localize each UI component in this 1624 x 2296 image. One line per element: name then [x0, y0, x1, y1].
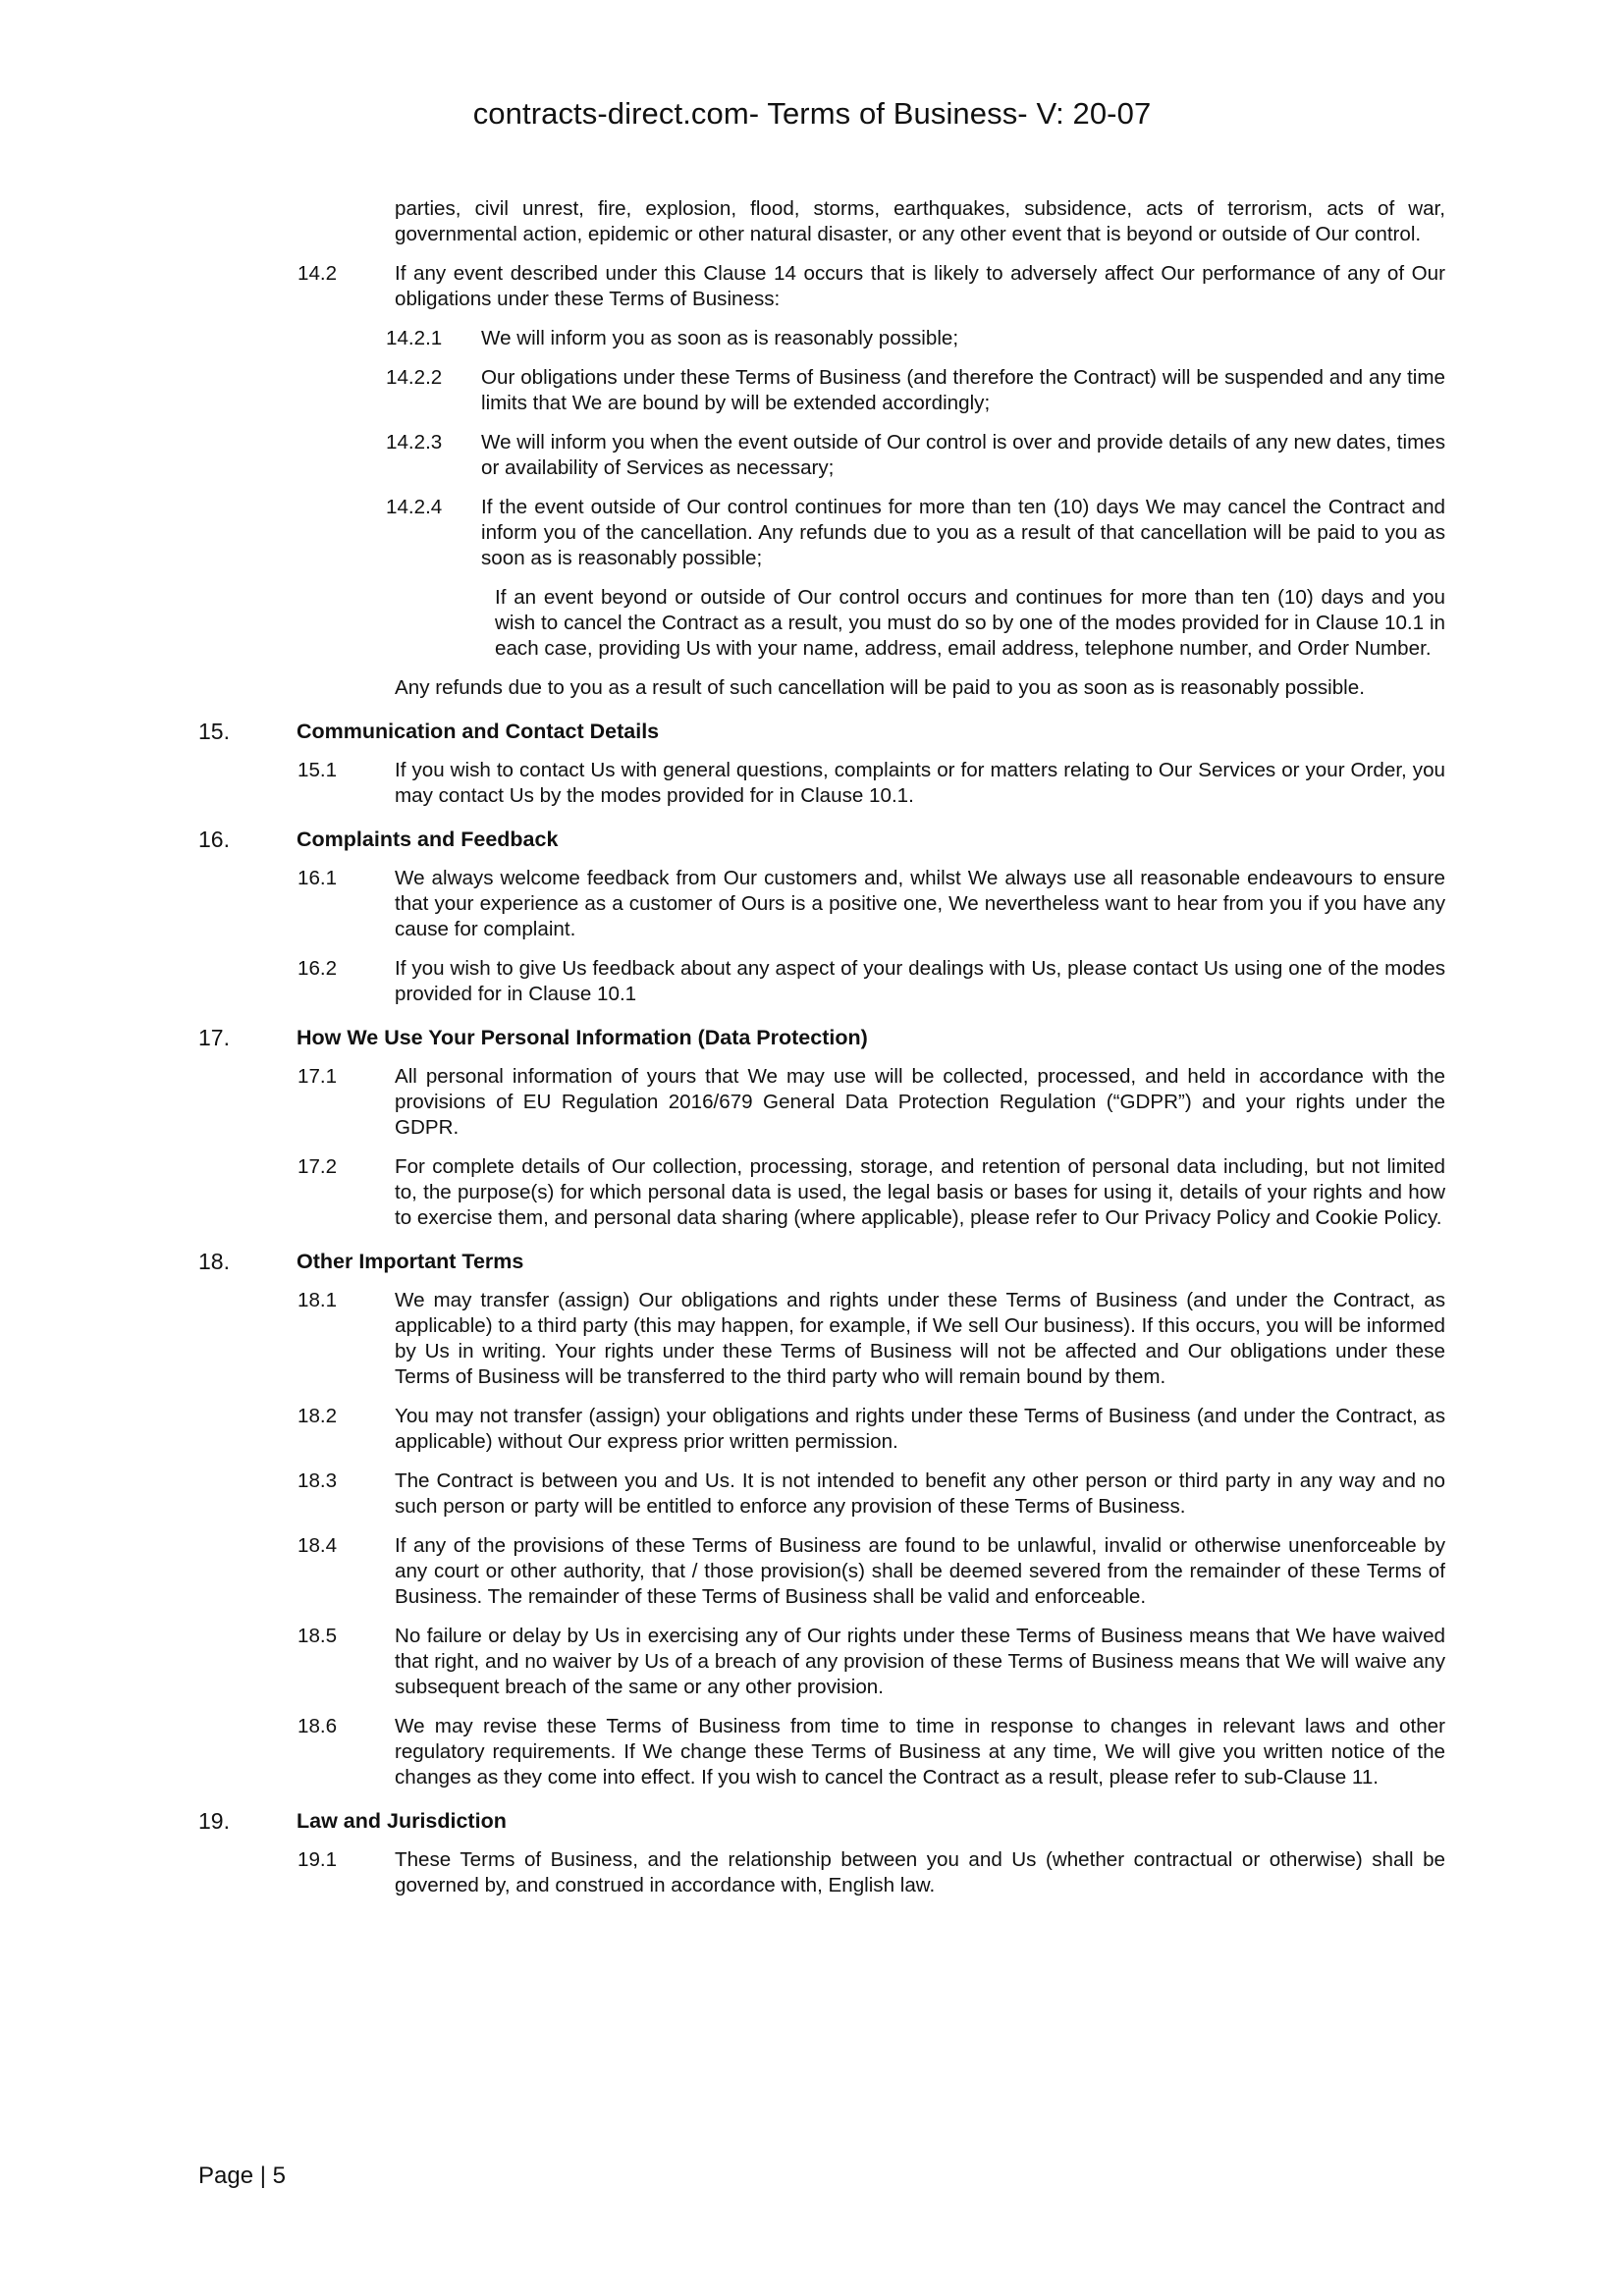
clause-text: The Contract is between you and Us. It is not intended to benefit any other person or third party in any way and no such person or party will be entitled to enforce any provision of these Terms of Business.	[395, 1469, 1445, 1518]
clause-number: 15.	[198, 719, 230, 744]
section-title: How We Use Your Personal Information (Data Protection)	[297, 1026, 868, 1049]
clause	[0, 1847, 1624, 1898]
clause-number: 18.	[198, 1249, 230, 1274]
clause	[0, 326, 1624, 351]
clause	[0, 495, 1624, 571]
clause	[0, 585, 1624, 662]
clause-number: 19.1	[298, 1848, 338, 1871]
clause-number: 17.2	[298, 1155, 338, 1178]
clause-text: If the event outside of Our control continues for more than ten (10) days We may cancel the Contract and inform you of the cancellation. Any refunds due to you as a result of that cancellation will be paid to you as soon as is reasonably possible;	[481, 496, 1445, 569]
clause-text: If any of the provisions of these Terms of Business are found to be unlawful, invalid or otherwise unenforceable by any court or other authority, that / those provision(s) shall be deemed severed from the remainder of these Terms of Business. The remainder of these Terms of Business shall be valid and enforceable.	[395, 1534, 1445, 1608]
section-title: Communication and Contact Details	[297, 720, 660, 743]
clause-text: If any event described under this Clause 14 occurs that is likely to adversely affect Our performance of any of Our obligations under these Terms of Business:	[395, 262, 1445, 310]
clause-text: We will inform you when the event outside of Our control is over and provide details of any new dates, times or availability of Services as necessary;	[481, 431, 1445, 479]
clause-number: 14.2.3	[386, 431, 443, 454]
clause-text: These Terms of Business, and the relationship between you and Us (whether contractual or otherwise) shall be governed by, and construed in accordance with, English law.	[395, 1848, 1445, 1896]
clause-number: 17.	[198, 1025, 230, 1050]
clause-text: We may transfer (assign) Our obligations and rights under these Terms of Business (and under the Contract, as applicable) to a third party (this may happen, for example, if We sell Our business). If this occurs, you will be informed by Us in writing. Your rights under these Terms of Business will not be affected and Our obligations under these Terms of Business will be transferred to the third party who will remain bound by them.	[395, 1289, 1445, 1388]
clause	[0, 365, 1624, 416]
clause	[0, 866, 1624, 942]
page-header: contracts-direct.com- Terms of Business- V: 20-07	[472, 96, 1152, 131]
clause	[0, 1064, 1624, 1141]
clause-number: 14.2	[298, 262, 338, 285]
clause-text: You may not transfer (assign) your obligations and rights under these Terms of Business (and under the Contract, as applicable) without Our express prior written permission.	[395, 1405, 1445, 1453]
clause-text: If an event beyond or outside of Our control occurs and continues for more than ten (10) days and you wish to cancel the Contract as a result, you must do so by one of the modes provided for in Clause 10.1 in each case, providing Us with your name, address, email address, telephone number, and Order Number.	[495, 586, 1445, 660]
section-title: Law and Jurisdiction	[297, 1809, 507, 1833]
section-heading	[0, 1249, 1624, 1274]
clause-number: 18.2	[298, 1405, 338, 1427]
clause	[0, 1624, 1624, 1700]
clause	[0, 956, 1624, 1007]
document-body	[0, 196, 1624, 1898]
clause-text: For complete details of Our collection, processing, storage, and retention of personal data including, but not limited to, the purpose(s) for which personal data is used, the legal basis or bases for using it, details of your rights and how to exercise them, and personal data sharing (where applicable), please refer to Our Privacy Policy and Cookie Policy.	[395, 1155, 1445, 1229]
clause	[0, 675, 1624, 701]
clause-text: If you wish to give Us feedback about any aspect of your dealings with Us, please contact Us using one of the modes provided for in Clause 10.1	[395, 957, 1445, 1005]
section-title: Complaints and Feedback	[297, 828, 559, 851]
clause-number: 17.1	[298, 1065, 338, 1088]
section-heading	[0, 1808, 1624, 1834]
clause	[0, 196, 1624, 247]
clause-number: 15.1	[298, 759, 338, 781]
clause-text: No failure or delay by Us in exercising any of Our rights under these Terms of Business means that We have waived that right, and no waiver by Us of a breach of any provision of these Terms of Business means that We will waive any subsequent breach of the same or any other provision.	[395, 1625, 1445, 1698]
clause-text: Our obligations under these Terms of Business (and therefore the Contract) will be suspended and any time limits that We are bound by will be extended accordingly;	[481, 366, 1445, 414]
page-number: Page | 5	[198, 2163, 286, 2189]
clause-number: 14.2.2	[386, 366, 443, 389]
section-heading	[0, 719, 1624, 744]
clause	[0, 758, 1624, 809]
clause-text: Any refunds due to you as a result of such cancellation will be paid to you as soon as is reasonably possible.	[395, 676, 1365, 699]
clause	[0, 1154, 1624, 1231]
clause-number: 18.3	[298, 1469, 338, 1492]
clause-text: parties, civil unrest, fire, explosion, flood, storms, earthquakes, subsidence, acts of terrorism, acts of war, governmental action, epidemic or other natural disaster, or any other event that is beyond or outside of Our control.	[395, 197, 1445, 245]
clause-number: 18.5	[298, 1625, 338, 1647]
clause-text: We always welcome feedback from Our customers and, whilst We always use all reasonable endeavours to ensure that your experience as a customer of Ours is a positive one, We nevertheless want to hear from you if you have any cause for complaint.	[395, 867, 1445, 940]
clause-number: 14.2.4	[386, 496, 443, 518]
clause-number: 16.2	[298, 957, 338, 980]
clause-text: If you wish to contact Us with general questions, complaints or for matters relating to Our Services or your Order, you may contact Us by the modes provided for in Clause 10.1.	[395, 759, 1445, 807]
clause-number: 18.6	[298, 1715, 338, 1737]
section-heading	[0, 827, 1624, 852]
clause-number: 16.1	[298, 867, 338, 889]
clause-number: 16.	[198, 827, 230, 852]
clause	[0, 1468, 1624, 1520]
clause	[0, 1404, 1624, 1455]
clause-number: 14.2.1	[386, 327, 443, 349]
clause	[0, 1714, 1624, 1790]
clause-text: We will inform you as soon as is reasonably possible;	[481, 327, 959, 349]
clause	[0, 1288, 1624, 1390]
clause-number: 18.1	[298, 1289, 338, 1311]
clause-text: All personal information of yours that We may use will be collected, processed, and held in accordance with the provisions of EU Regulation 2016/679 General Data Protection Regulation (“GDPR”) and your rights under the GDPR.	[395, 1065, 1445, 1139]
clause	[0, 1533, 1624, 1610]
clause-text: We may revise these Terms of Business from time to time in response to changes in relevant laws and other regulatory requirements. If We change these Terms of Business at any time, We will give you written notice of the changes as they come into effect. If you wish to cancel the Contract as a result, please refer to sub-Clause 11.	[395, 1715, 1445, 1789]
clause-number: 19.	[198, 1808, 230, 1834]
section-heading	[0, 1025, 1624, 1050]
clause	[0, 430, 1624, 481]
clause	[0, 261, 1624, 312]
clause-number: 18.4	[298, 1534, 338, 1557]
section-title: Other Important Terms	[297, 1250, 524, 1273]
